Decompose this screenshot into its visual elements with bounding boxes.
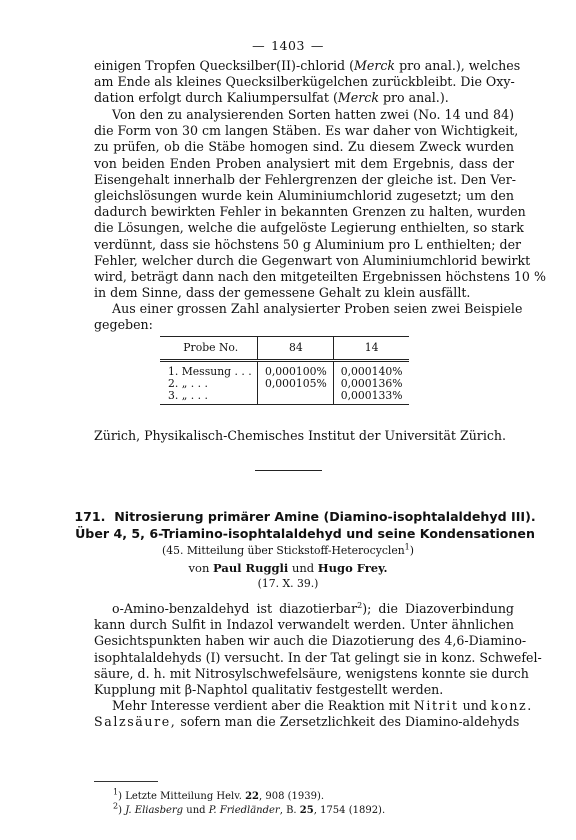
results-table <box>160 336 409 405</box>
article-title-line-1: 171. Nitrosierung primärer Amine (Diamino-isophtalaldehyd III). <box>74 509 536 524</box>
column-header: 84 <box>258 337 334 361</box>
section-divider <box>255 470 322 471</box>
article-series-note: (45. Mitteilung über Stickstoff-Heterocyclen$^1$) <box>162 542 414 557</box>
text-line: Mehr Interesse verdient aber die Reaktion mit Nitrit und konz. <box>112 698 533 713</box>
text-line: von beiden Enden Proben analysiert mit dem Ergebnis, dass der <box>94 155 514 171</box>
text-line: Fehler, welcher durch die Gegenwart von Aluminiumchlorid bewirkt <box>94 252 531 268</box>
table-header-row <box>160 337 409 361</box>
text-line: am Ende als kleines Quecksilberkügelchen zurückbleibt. Die Oxy- <box>94 74 515 90</box>
article-date: (17. X. 39.) <box>257 577 319 590</box>
article-authors: von Paul Ruggli und Hugo Frey. <box>188 561 388 575</box>
footnote-2: $^2$) J. Eliasberg und P. Friedländer, B. 25, 1754 (1892). <box>113 801 386 816</box>
paragraph-2 <box>94 107 546 301</box>
table-cell: 0,000140% <box>334 361 409 379</box>
text-line: o-Amino-benzaldehyd ist diazotierbar$^2$); die Diazoverbindung <box>112 600 514 616</box>
text-line: Salzsäure, sofern man die Zersetzlichkeit des Diamino-aldehyds <box>94 714 520 730</box>
paragraph-4 <box>94 600 542 698</box>
text-line: wird, beträgt dann nach den mitgeteilten Ergebnissen höchstens 10 % <box>94 269 546 285</box>
column-header: Probe No. <box>160 337 258 361</box>
text-line: in dem Sinne, dass der gemessene Gehalt zu klein ausfällt. <box>94 285 471 301</box>
table-row <box>160 361 409 379</box>
footnotes <box>113 787 386 817</box>
text-line: Gesichtspunkten haben wir auch die Diazotierung des 4,6-Diamino- <box>94 633 527 649</box>
page-header: — 1403 — <box>252 38 324 53</box>
table-row <box>160 390 409 405</box>
table-cell: 0,000133% <box>334 390 409 405</box>
text-line: die Form von 30 cm langen Stäben. Es war daher von Wichtigkeit, <box>94 123 519 139</box>
text-line: Aus einer grossen Zahl analysierter Proben seien zwei Beispiele <box>112 301 523 316</box>
text-line: kann durch Sulfit in Indazol verwandelt werden. Unter ähnlichen <box>94 617 514 633</box>
text-line: verdünnt, dass sie höchstens 50 g Aluminium pro L enthielten; der <box>94 236 522 252</box>
text-line: Kupplung mit β-Naphtol qualitativ festgestellt werden. <box>94 682 444 698</box>
table-cell: 3. „ . . . <box>160 390 258 405</box>
footnote-divider <box>94 781 158 782</box>
paragraph-1 <box>94 58 521 107</box>
table-cell: 1. Messung . . . <box>168 365 252 378</box>
paragraph-3 <box>94 301 523 333</box>
text-line: dation erfolgt durch Kaliumpersulfat (Merck pro anal.). <box>94 90 449 106</box>
text-line: Eisengehalt innerhalb der Fehlergrenzen der gleiche ist. Den Ver- <box>94 171 517 187</box>
text-line: gegeben: <box>94 317 153 333</box>
author-name: Hugo Frey. <box>317 561 388 575</box>
text-line: einigen Tropfen Quecksilber(II)-chlorid (Merck pro anal.), welches <box>94 58 521 73</box>
table-cell: 0,000136% <box>334 378 409 390</box>
text-line: zu prüfen, ob die Stäbe homogen sind. Zu diesem Zweck wurden <box>94 139 514 155</box>
page-number: 1403 <box>271 38 305 53</box>
table-cell: 0,000100% <box>258 361 334 379</box>
text-line: die Lösungen, welche die aufgelöste Legierung enthielten, so stark <box>94 220 524 236</box>
author-name: Paul Ruggli <box>213 561 289 575</box>
text-line: dadurch bewirkten Fehler in bekannten Grenzen zu halten, wurden <box>94 204 526 220</box>
text-line: säure, d. h. mit Nitrosylschwefelsäure, wenigstens konnte sie durch <box>94 665 529 681</box>
table-cell <box>258 390 334 405</box>
column-header: 14 <box>334 337 409 361</box>
text-line: gleichslösungen wurde kein Aluminiumchlorid zugesetzt; um den <box>94 188 514 204</box>
table-cell: 0,000105% <box>258 378 334 390</box>
text-line: isophtalaldehyds (I) versucht. In der Tat gelingt sie in konz. Schwefel- <box>94 649 542 665</box>
text-line: Von den zu analysierenden Sorten hatten zwei (No. 14 und 84) <box>112 107 514 122</box>
institution-signature: Zürich, Physikalisch-Chemisches Institut der Universität Zürich. <box>94 428 507 443</box>
paragraph-5 <box>94 698 533 730</box>
footnote-1: $^1$) Letzte Mitteilung Helv. 22, 908 (1939). <box>113 787 325 802</box>
article-title-line-2: Über 4, 5, 6-Triamino-isophtalaldehyd und seine Kondensationen <box>75 526 535 541</box>
table-cell: 2. „ . . . <box>168 377 208 390</box>
